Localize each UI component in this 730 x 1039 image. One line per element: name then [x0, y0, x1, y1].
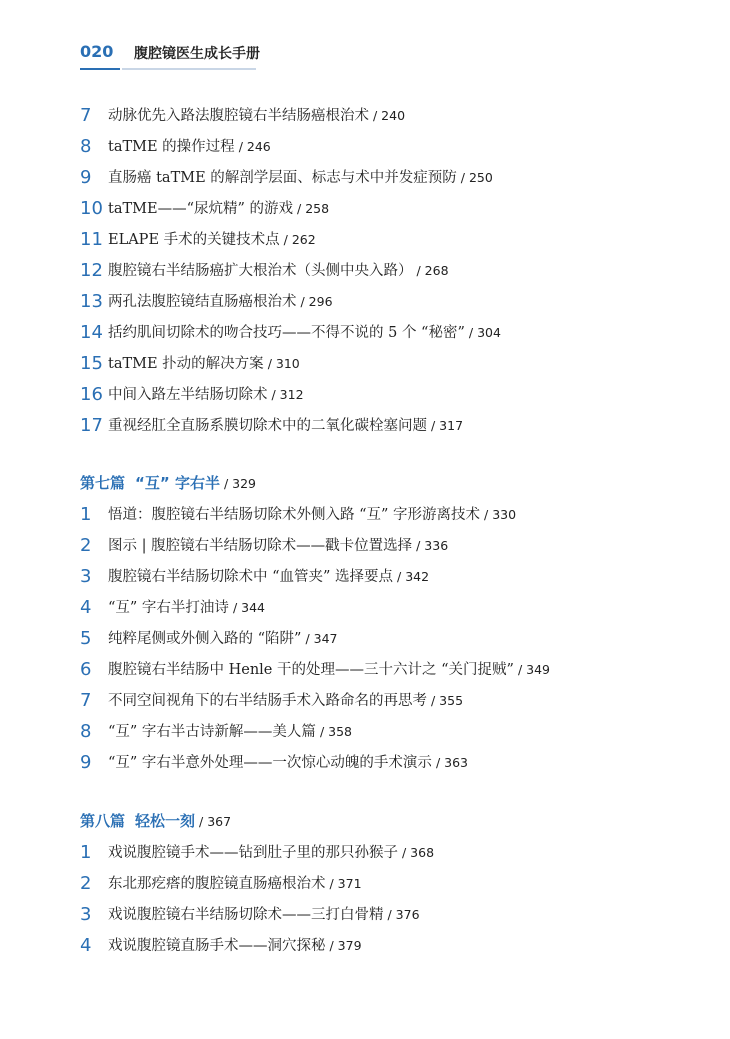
- entry-page: / 355: [431, 693, 464, 708]
- entry-title: 直肠癌 taTME 的解剖学层面、标志与术中并发症预防: [108, 170, 457, 186]
- section-name: “互” 字右半: [135, 474, 220, 492]
- entry-number: 13: [80, 291, 103, 312]
- toc-entry: [80, 903, 420, 927]
- toc-entry: [80, 352, 300, 376]
- entry-page: / 349: [517, 662, 550, 677]
- entry-number: 3: [80, 904, 92, 925]
- entry-title: “互” 字右半古诗新解——美人篇: [108, 724, 316, 740]
- entry-title: 戏说腹腔镜手术——钻到肚子里的那只孙猴子: [108, 845, 398, 861]
- entry-title: 括约肌间切除术的吻合技巧——不得不说的 5 个 “秘密”: [108, 325, 465, 341]
- toc-entry: [80, 503, 516, 527]
- section-page: / 329: [223, 476, 257, 491]
- entry-page: / 258: [297, 201, 330, 216]
- entry-title: taTME——“尿炕精” 的游戏: [108, 201, 294, 217]
- toc-entry: [80, 627, 337, 651]
- entry-title: 腹腔镜右半结肠癌扩大根治术（头侧中央入路）: [108, 263, 413, 279]
- toc-entry: [80, 751, 468, 775]
- entry-number: 1: [80, 842, 92, 863]
- entry-number: 2: [80, 535, 92, 556]
- entry-title: taTME 的操作过程: [108, 139, 235, 155]
- entry-title: taTME 扑动的解决方案: [108, 356, 264, 372]
- section-heading: [80, 809, 231, 833]
- toc-entry: [80, 290, 333, 314]
- entry-page: / 371: [329, 876, 362, 891]
- toc-entry: [80, 135, 271, 159]
- entry-page: / 262: [283, 232, 316, 247]
- entry-number: 10: [80, 198, 103, 219]
- entry-title: 纯粹尾侧或外侧入路的 “陷阱”: [108, 631, 302, 647]
- entry-title: 中间入路左半结肠切除术: [108, 387, 268, 403]
- entry-number: 14: [80, 322, 103, 343]
- toc-entry: [80, 104, 405, 128]
- entry-page: / 336: [416, 538, 449, 553]
- entry-number: 1: [80, 504, 92, 525]
- entry-title: 悟道：腹腔镜右半结肠切除术外侧入路 “互” 字形游离技术: [108, 507, 481, 523]
- entry-title: “互” 字右半打油诗: [108, 600, 229, 616]
- section-label: 第八篇: [80, 812, 126, 830]
- toc-entry: [80, 259, 449, 283]
- entry-number: 11: [80, 229, 103, 250]
- entry-title: 腹腔镜右半结肠切除术中 “血管夹” 选择要点: [108, 569, 394, 585]
- toc-entry: [80, 383, 304, 407]
- toc-entry: [80, 321, 501, 345]
- entry-page: / 246: [238, 139, 271, 154]
- entry-page: / 347: [305, 631, 338, 646]
- running-header: [80, 40, 266, 74]
- entry-title: 戏说腹腔镜直肠手术——洞穴探秘: [108, 938, 326, 954]
- entry-number: 12: [80, 260, 103, 281]
- toc-entry: [80, 720, 352, 744]
- toc-entry: [80, 872, 362, 896]
- entry-number: 4: [80, 935, 92, 956]
- entry-title: 动脉优先入路法腹腔镜右半结肠癌根治术: [108, 108, 369, 124]
- entry-page: / 304: [468, 325, 501, 340]
- entry-page: / 342: [397, 569, 430, 584]
- entry-number: 3: [80, 566, 92, 587]
- page-number: 020: [80, 42, 114, 61]
- entry-title: “互” 字右半意外处理——一次惊心动魄的手术演示: [108, 755, 432, 771]
- entry-number: 2: [80, 873, 92, 894]
- entry-number: 4: [80, 597, 92, 618]
- toc-entry: [80, 934, 362, 958]
- entry-title: 图示 | 腹腔镜右半结肠切除术——戳卡位置选择: [108, 538, 413, 554]
- toc-entry: [80, 841, 434, 865]
- entry-number: 8: [80, 136, 92, 157]
- entry-number: 8: [80, 721, 92, 742]
- entry-number: 9: [80, 167, 92, 188]
- section-name: 轻松一刻: [135, 812, 196, 830]
- section-page: / 367: [199, 814, 232, 829]
- entry-page: / 312: [271, 387, 304, 402]
- toc-entry: [80, 596, 265, 620]
- entry-page: / 250: [460, 170, 493, 185]
- entry-number: 7: [80, 105, 92, 126]
- entry-number: 5: [80, 628, 92, 649]
- header-rule: [122, 68, 256, 70]
- toc-entry: [80, 534, 448, 558]
- entry-title: ELAPE 手术的关键技术点: [108, 232, 280, 248]
- entry-page: / 240: [373, 108, 406, 123]
- toc-entry: [80, 228, 316, 252]
- entry-page: / 296: [300, 294, 333, 309]
- entry-page: / 330: [484, 507, 517, 522]
- section-heading: [80, 471, 256, 495]
- entry-page: / 344: [232, 600, 265, 615]
- entry-number: 6: [80, 659, 92, 680]
- section-label: 第七篇: [80, 474, 126, 492]
- toc-entry: [80, 689, 463, 713]
- toc-entry: [80, 166, 493, 190]
- toc-entry: [80, 565, 429, 589]
- entry-title: 不同空间视角下的右半结肠手术入路命名的再思考: [108, 693, 427, 709]
- toc-entry: [80, 197, 329, 221]
- entry-page: / 376: [387, 907, 420, 922]
- entry-number: 17: [80, 415, 103, 436]
- entry-title: 两孔法腹腔镜结直肠癌根治术: [108, 294, 297, 310]
- entry-title: 东北那疙瘩的腹腔镜直肠癌根治术: [108, 876, 326, 892]
- entry-title: 戏说腹腔镜右半结肠切除术——三打白骨精: [108, 907, 384, 923]
- toc-entry: [80, 658, 550, 682]
- entry-title: 腹腔镜右半结肠中 Henle 干的处理——三十六计之 “关门捉贼”: [108, 662, 514, 678]
- entry-number: 16: [80, 384, 103, 405]
- entry-number: 9: [80, 752, 92, 773]
- entry-page: / 379: [329, 938, 362, 953]
- entry-page: / 268: [416, 263, 449, 278]
- header-rule-accent: [80, 68, 120, 70]
- entry-page: / 317: [431, 418, 464, 433]
- entry-number: 7: [80, 690, 92, 711]
- toc-entry: [80, 414, 463, 438]
- entry-title: 重视经肛全直肠系膜切除术中的二氧化碳栓塞问题: [108, 418, 427, 434]
- entry-page: / 368: [402, 845, 435, 860]
- entry-page: / 363: [435, 755, 468, 770]
- book-title: 腹腔镜医生成长手册: [134, 46, 260, 62]
- entry-page: / 358: [319, 724, 352, 739]
- entry-number: 15: [80, 353, 103, 374]
- entry-page: / 310: [267, 356, 300, 371]
